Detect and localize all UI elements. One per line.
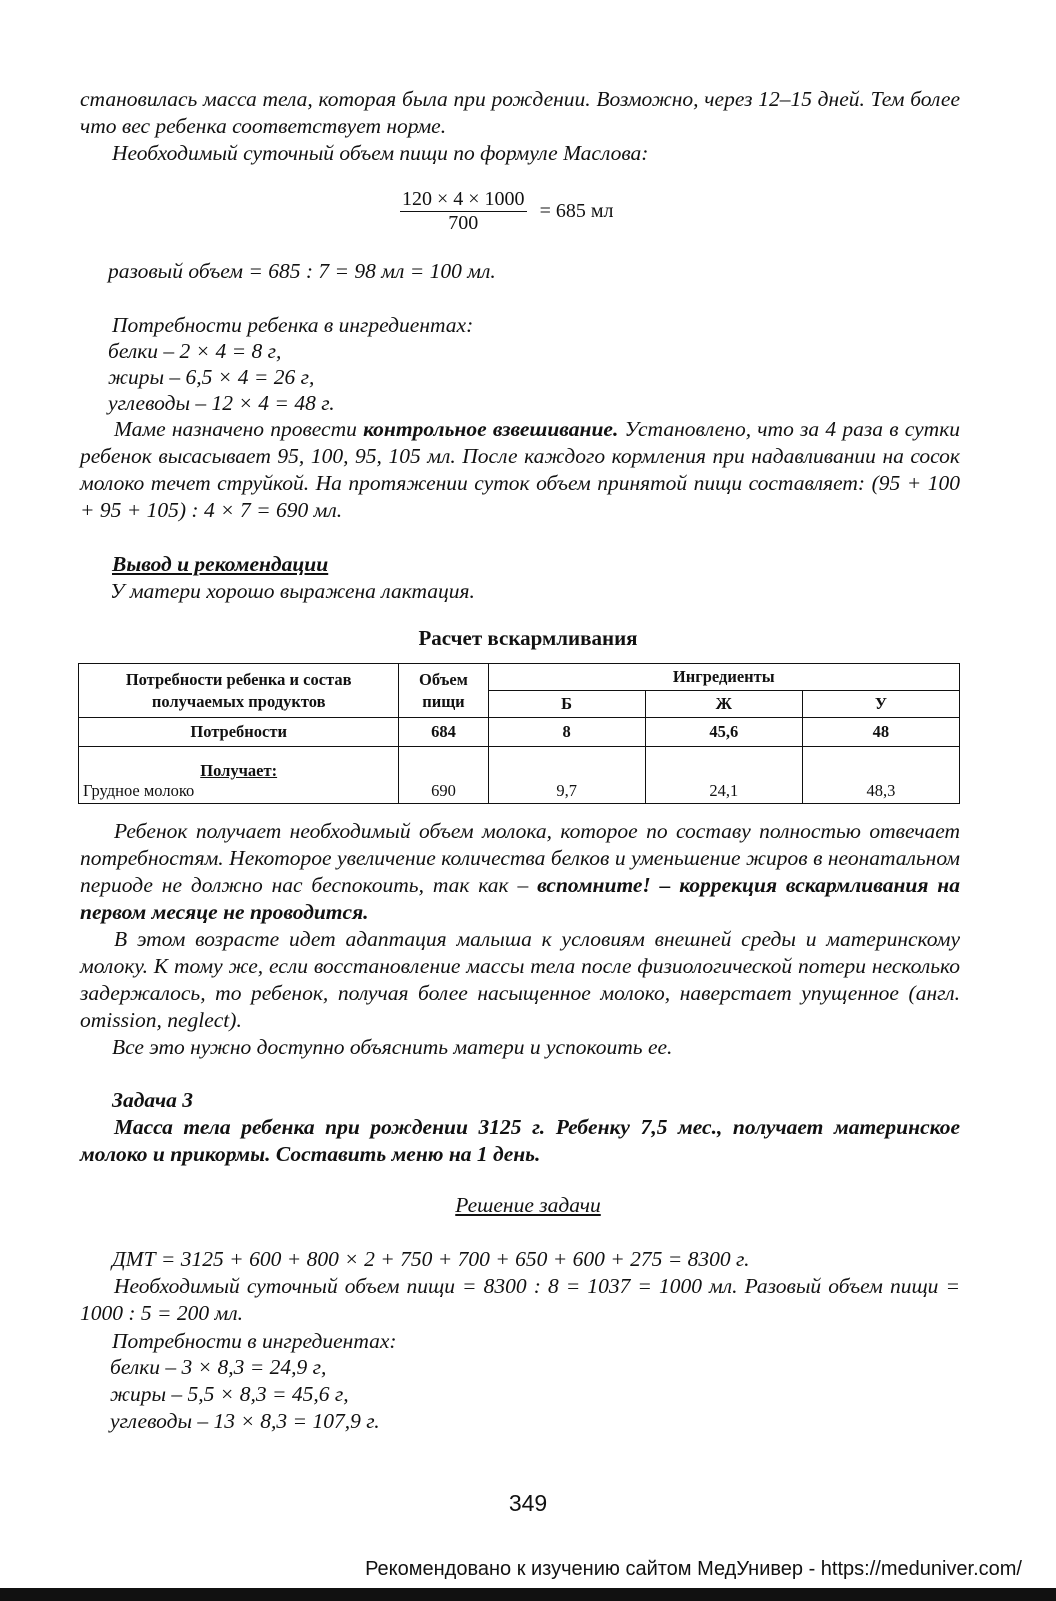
header-ingredients: Ингредиенты — [488, 664, 959, 691]
row-needs-u: 48 — [802, 718, 959, 747]
table-row — [79, 718, 960, 747]
header-volume: Объем пищи — [399, 664, 488, 718]
paragraph-analysis — [80, 818, 960, 926]
needs2-fats: жиры – 5,5 × 8,3 = 45,6 г, — [110, 1382, 349, 1406]
needs-carbs: углеводы – 12 × 4 = 48 г. — [108, 391, 335, 415]
conclusion-text: У матери хорошо выражена лактация. — [110, 579, 475, 603]
row-gets-volume: 690 — [399, 747, 488, 804]
needs2-carbs: углеводы – 13 × 8,3 = 107,9 г. — [110, 1409, 380, 1433]
row-needs-b: 8 — [488, 718, 645, 747]
row-needs-volume: 684 — [399, 718, 488, 747]
header-u: У — [802, 691, 959, 718]
header-b: Б — [488, 691, 645, 718]
formula-numerator: 120 × 4 × 1000 — [402, 188, 525, 210]
conclusion-heading: Вывод и рекомендации — [112, 552, 329, 576]
row-gets-product: Грудное молоко — [83, 781, 195, 800]
feeding-table — [78, 663, 960, 804]
maslov-formula — [400, 188, 613, 234]
daily-volume: Необходимый суточный объем пищи = 8300 : 8 = 1037 = 1000 мл. Разовый объем пищи = 1000 : 5 = 200 мл. — [80, 1274, 960, 1325]
task-text: Масса тела ребенка при рождении 3125 г. Ребенку 7,5 мес., получает материнское молоко и прикормы. Составить меню на 1 день. — [80, 1115, 960, 1166]
needs2-title: Потребности в ингредиентах: — [112, 1329, 397, 1353]
table-title: Расчет вскармливания — [418, 626, 638, 650]
row-gets-b: 9,7 — [488, 747, 645, 804]
paragraph-explain: Все это нужно доступно объяснить матери и успокоить ее. — [112, 1035, 673, 1059]
single-volume: разовый объем = 685 : 7 = 98 мл = 100 мл. — [108, 259, 496, 283]
analysis-text: Ребенок получает необходимый объем молока, которое по составу полностью отвечает потребностям. Некоторое увеличение количества белков и уменьшение жиров в неонатальном периоде не должно нас беспокоить, так как – — [80, 819, 960, 897]
row-gets-zh: 24,1 — [645, 747, 802, 804]
paragraph-maslov: Необходимый суточный объем пищи по формуле Маслова: — [112, 141, 649, 165]
dmt-formula: ДМТ = 3125 + 600 + 800 × 2 + 750 + 700 + 650 + 600 + 275 = 8300 г. — [112, 1247, 750, 1271]
bottom-scan-bar — [0, 1588, 1056, 1601]
analysis-bold: вспомните! – коррекция вскармливания на первом месяце не проводится. — [80, 873, 960, 924]
table-row — [79, 747, 960, 804]
formula-denominator: 700 — [448, 212, 479, 234]
header-zh: Ж — [645, 691, 802, 718]
weighing-text-a: Маме назначено провести — [114, 417, 364, 441]
paragraph-adaptation: В этом возрасте идет адаптация малыша к условиям внешней среды и материнскому молоку. К тому же, если восстановление массы тела после физиологической потери несколько задержалось, то ребенок, получая более насыщенное молоко, наверстает упущенное (англ. omission, neglect). — [80, 927, 960, 1032]
solution-heading: Решение задачи — [455, 1193, 601, 1217]
formula-fraction — [400, 188, 527, 234]
formula-result: = 685 мл — [539, 199, 614, 222]
row-gets-u: 48,3 — [802, 747, 959, 804]
page-number: 349 — [508, 1490, 548, 1516]
table-header-row — [79, 664, 960, 691]
needs-proteins: белки – 2 × 4 = 8 г, — [108, 339, 282, 363]
weighing-bold: контрольное взвешивание. — [363, 417, 619, 441]
row-needs-label: Потребности — [79, 718, 399, 747]
needs2-proteins: белки – 3 × 8,3 = 24,9 г, — [110, 1355, 327, 1379]
row-needs-zh: 45,6 — [645, 718, 802, 747]
row-gets-label — [79, 747, 399, 804]
task-heading: Задача 3 — [112, 1088, 193, 1112]
needs-fats: жиры – 6,5 × 4 = 26 г, — [108, 365, 315, 389]
paragraph-weighing — [80, 416, 960, 524]
paragraph-intro: становилась масса тела, которая была при рождении. Возможно, через 12–15 дней. Тем более что вес ребенка соответствует норме. — [80, 87, 960, 138]
header-needs: Потребности ребенка и состав получаемых продуктов — [79, 664, 399, 718]
weighing-text-b: Установлено, что за 4 раза в сутки ребенок высасывает 95, 100, 95, 105 мл. После каждого кормления при надавливании на сосок молоко течет струйкой. На протяжении суток объем принятой пищи составляет: (95 + 100 + 95 + 105) : 4 × 7 = 690 мл. — [80, 417, 961, 522]
footer-recommendation[interactable]: Рекомендовано к изучению сайтом МедУнивер - https://meduniver.com/ — [365, 1558, 1022, 1580]
needs-title: Потребности ребенка в ингредиентах: — [112, 313, 474, 337]
row-gets-heading: Получает: — [200, 761, 278, 780]
